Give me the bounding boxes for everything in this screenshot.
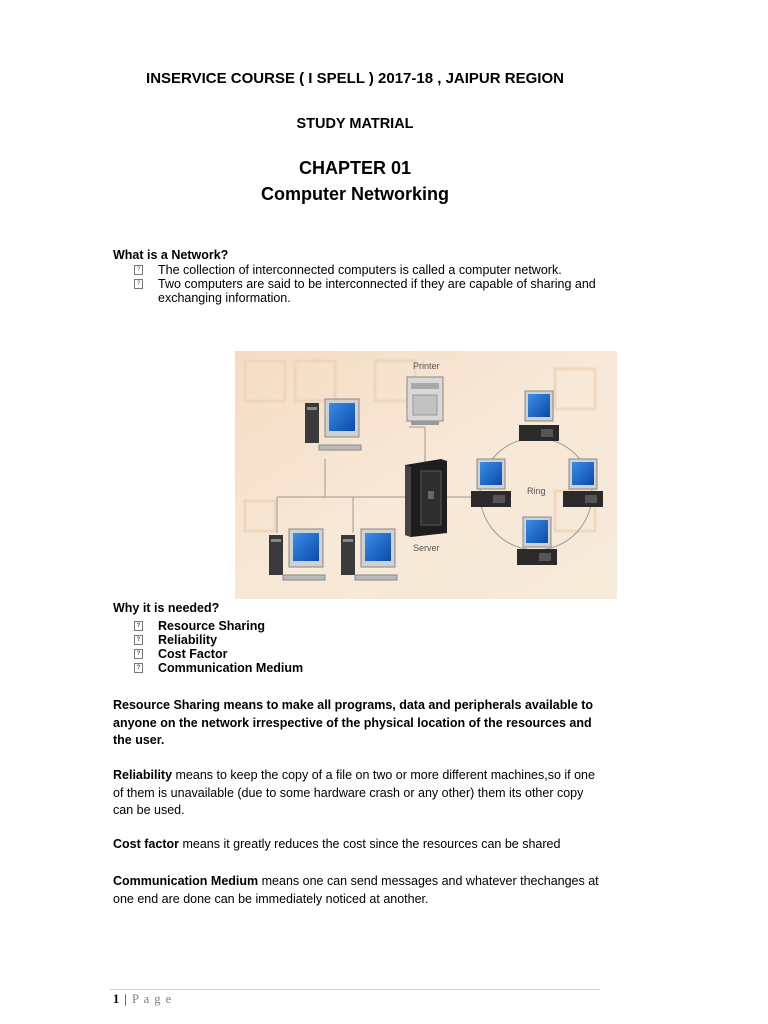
paragraph-cost-factor: Cost factor means it greatly reduces the cost since the resources can be shared xyxy=(113,837,561,851)
footer-divider xyxy=(110,989,600,990)
list-item: ? Reliability xyxy=(134,633,303,647)
need-question: Why it is needed? xyxy=(113,601,220,615)
bullet-icon: ? xyxy=(134,265,143,275)
bullet-icon: ? xyxy=(134,649,143,659)
bullet-icon: ? xyxy=(134,279,143,289)
footer-separator: | xyxy=(120,992,133,1006)
printer-icon xyxy=(407,377,443,425)
list-item: ? Cost Factor xyxy=(134,647,303,661)
page-label: P a g e xyxy=(132,992,173,1006)
network-bullet-list xyxy=(134,263,604,305)
printer-label: Printer xyxy=(413,361,440,371)
bullet-icon: ? xyxy=(134,621,143,631)
network-question: What is a Network? xyxy=(113,248,229,262)
server-label: Server xyxy=(413,543,440,553)
paragraph-resource-sharing: Resource Sharing means to make all programs, data and peripherals available to anyone on the network irrespective of the physical location of the resources and the user. xyxy=(113,698,594,747)
course-title: INSERVICE COURSE ( I SPELL ) 2017-18 , JAIPUR REGION xyxy=(146,70,564,87)
computer-icon xyxy=(563,459,603,507)
paragraph-communication-medium: Communication Medium means one can send messages and whatever thechanges at one end are done can be immediately noticed at another. xyxy=(113,874,599,906)
server-icon xyxy=(405,459,447,537)
bullet-icon: ? xyxy=(134,663,143,673)
list-item: ? Communication Medium xyxy=(134,661,303,675)
network-diagram xyxy=(235,351,617,599)
page-footer xyxy=(113,992,172,1007)
chapter-title: CHAPTER 01 xyxy=(298,158,412,178)
paragraph-reliability: Reliability means to keep the copy of a file on two or more different machines,so if one of them is unavailable (due to some hardware crash or any other) them its other copy can be used. xyxy=(113,768,595,817)
computer-icon xyxy=(519,391,559,441)
computer-icon xyxy=(517,517,557,565)
computer-icon xyxy=(471,459,511,507)
page-number: 1 xyxy=(113,992,121,1006)
ring-label: Ring xyxy=(527,486,546,496)
material-title: STUDY MATRIAL xyxy=(296,116,414,132)
list-item: ? Resource Sharing xyxy=(134,619,303,633)
list-item: ? The collection of interconnected computers is called a computer network. xyxy=(134,263,604,277)
topic-title: Computer Networking xyxy=(260,184,449,204)
list-item: ? Two computers are said to be interconnected if they are capable of sharing and exchanging information. xyxy=(134,277,604,305)
bullet-icon: ? xyxy=(134,635,143,645)
need-bullet-list xyxy=(134,619,303,675)
